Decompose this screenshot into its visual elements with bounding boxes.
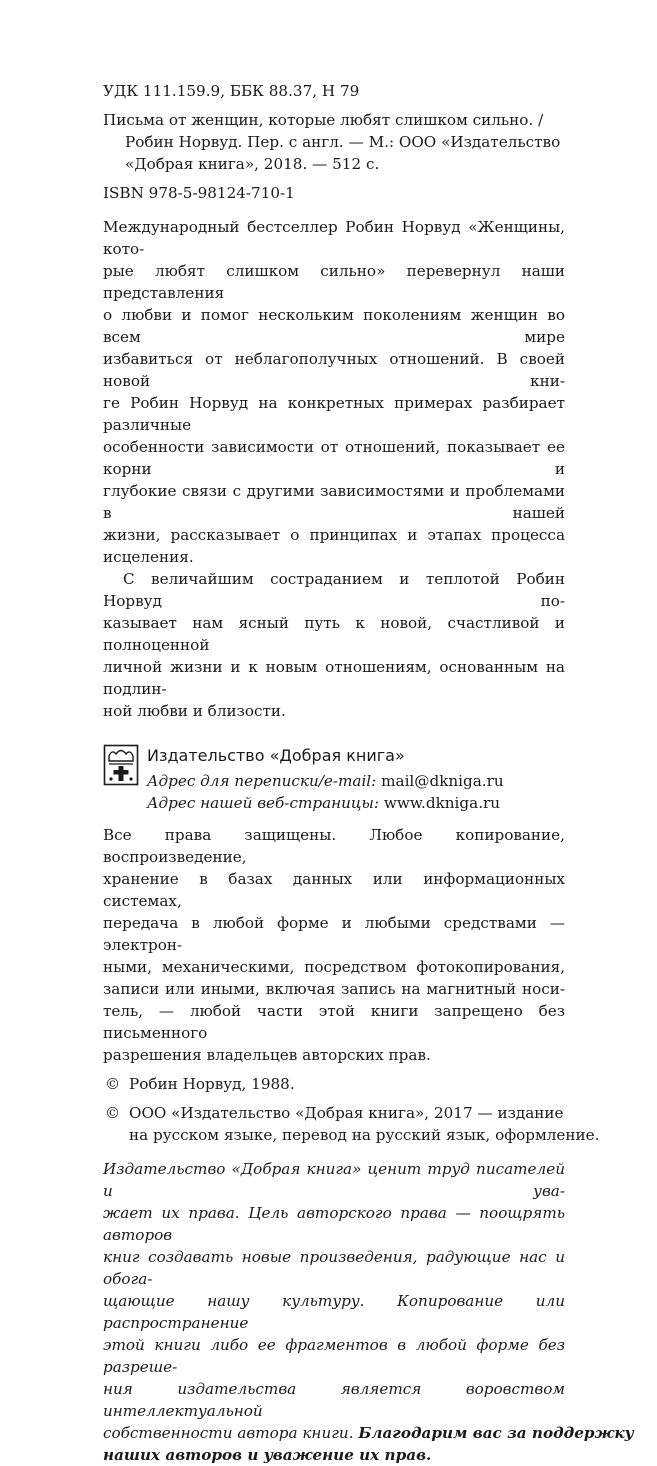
annotation-line: ге Робин Норвуд на конкретных примерах разбирает различные (103, 394, 565, 434)
notice-line: этой книги либо ее фрагментов в любой форме без разреше- (103, 1336, 565, 1376)
rights-line: хранение в базах данных или информационных системах, (103, 870, 565, 910)
copyright-page (103, 80, 634, 1466)
rights-line: передача в любой форме и любыми средствами — электрон- (103, 914, 565, 954)
rights-line: Все права защищены. Любое копирование, воспроизведение, (103, 826, 565, 866)
copyright-author: © Робин Норвуд, 1988. (105, 1075, 295, 1093)
rights-line: записи или иными, включая запись на магнитный носи- (103, 980, 565, 998)
annotation-line: личной жизни и к новым отношениям, основанным на подлин- (103, 658, 565, 698)
biblio-line: Робин Норвуд. Пер. с англ. — М.: ООО «Издательство (125, 133, 561, 151)
thanks-text: Благодарим вас за поддержку (358, 1424, 634, 1442)
annotation-line: глубокие связи с другими зависимостями и проблемами в нашей (103, 482, 565, 522)
annotation-line: ной любви и близости. (103, 702, 286, 720)
website-link[interactable]: www.dkniga.ru (383, 794, 501, 812)
biblio-line: Письма от женщин, которые любят слишком сильно. / (103, 111, 544, 129)
copyright-publisher: © ООО «Издательство «Добрая книга», 2017 — издание на русском языке, перевод на русский язык, оформление. (105, 1104, 600, 1144)
rights-line: тель, — любой части этой книги запрещено без письменного (103, 1002, 565, 1042)
publisher-name: Издательство «Добрая книга» (147, 746, 405, 765)
rights-notice (103, 824, 565, 1066)
biblio-line: «Добрая книга», 2018. — 512 с. (125, 155, 380, 173)
annotation-line: жизни, рассказывает о принципах и этапах процесса исцеления. (103, 526, 565, 566)
anti-piracy-notice (103, 1158, 634, 1466)
isbn: ISBN 978-5-98124-710-1 (103, 184, 295, 202)
copyright-symbol: © (105, 1104, 121, 1122)
notice-line: книг создавать новые произведения, радующие нас и обога- (103, 1248, 565, 1288)
annotation-line: С величайшим состраданием и теплотой Робин Норвуд по- (103, 570, 565, 610)
rights-line: разрешения владельцев авторских прав. (103, 1046, 431, 1064)
email-link[interactable]: mail@dkniga.ru (381, 772, 504, 790)
annotation-line: особенности зависимости от отношений, показывает ее корни и (103, 438, 565, 478)
thanks-text: наших авторов и уважение их прав. (103, 1446, 432, 1464)
bibliographic-description (103, 109, 565, 175)
notice-line: ния издательства является воровством интеллектуальной (103, 1380, 565, 1420)
publisher-block (103, 744, 565, 824)
annotation-line: Международный бестселлер Робин Норвуд «Женщины, кото- (103, 218, 565, 258)
notice-line: Издательство «Добрая книга» ценит труд писателей и ува- (103, 1160, 565, 1200)
copyright-notices (103, 1073, 600, 1146)
annotation-line: избавиться от неблагополучных отношений. В своей новой кни- (103, 350, 565, 390)
publisher-logo-icon (103, 744, 139, 786)
notice-line: щающие нашу культуру. Копирование или распространение (103, 1292, 565, 1332)
annotation-line: рые любят слишком сильно» перевернул наши представления (103, 262, 565, 302)
publisher-addresses (147, 770, 504, 814)
notice-line: собственности автора книги. Благодарим вас за поддержку (103, 1424, 634, 1442)
annotation-line: казывает нам ясный путь к новой, счастливой и полноценной (103, 614, 565, 654)
rights-line: ными, механическими, посредством фотокопирования, (103, 958, 565, 976)
email-label: Адрес для переписки/e-mail: (147, 772, 377, 790)
annotation-line: о любви и помог нескольким поколениям женщин во всем мире (103, 306, 565, 346)
website-label: Адрес нашей веб-страницы: (147, 794, 379, 812)
annotation (103, 216, 565, 722)
copyright-symbol: © (105, 1075, 121, 1093)
notice-line: жает их права. Цель авторского права — поощрять авторов (103, 1204, 565, 1244)
udc-line: УДК 111.159.9, ББК 88.37, Н 79 (103, 82, 360, 100)
